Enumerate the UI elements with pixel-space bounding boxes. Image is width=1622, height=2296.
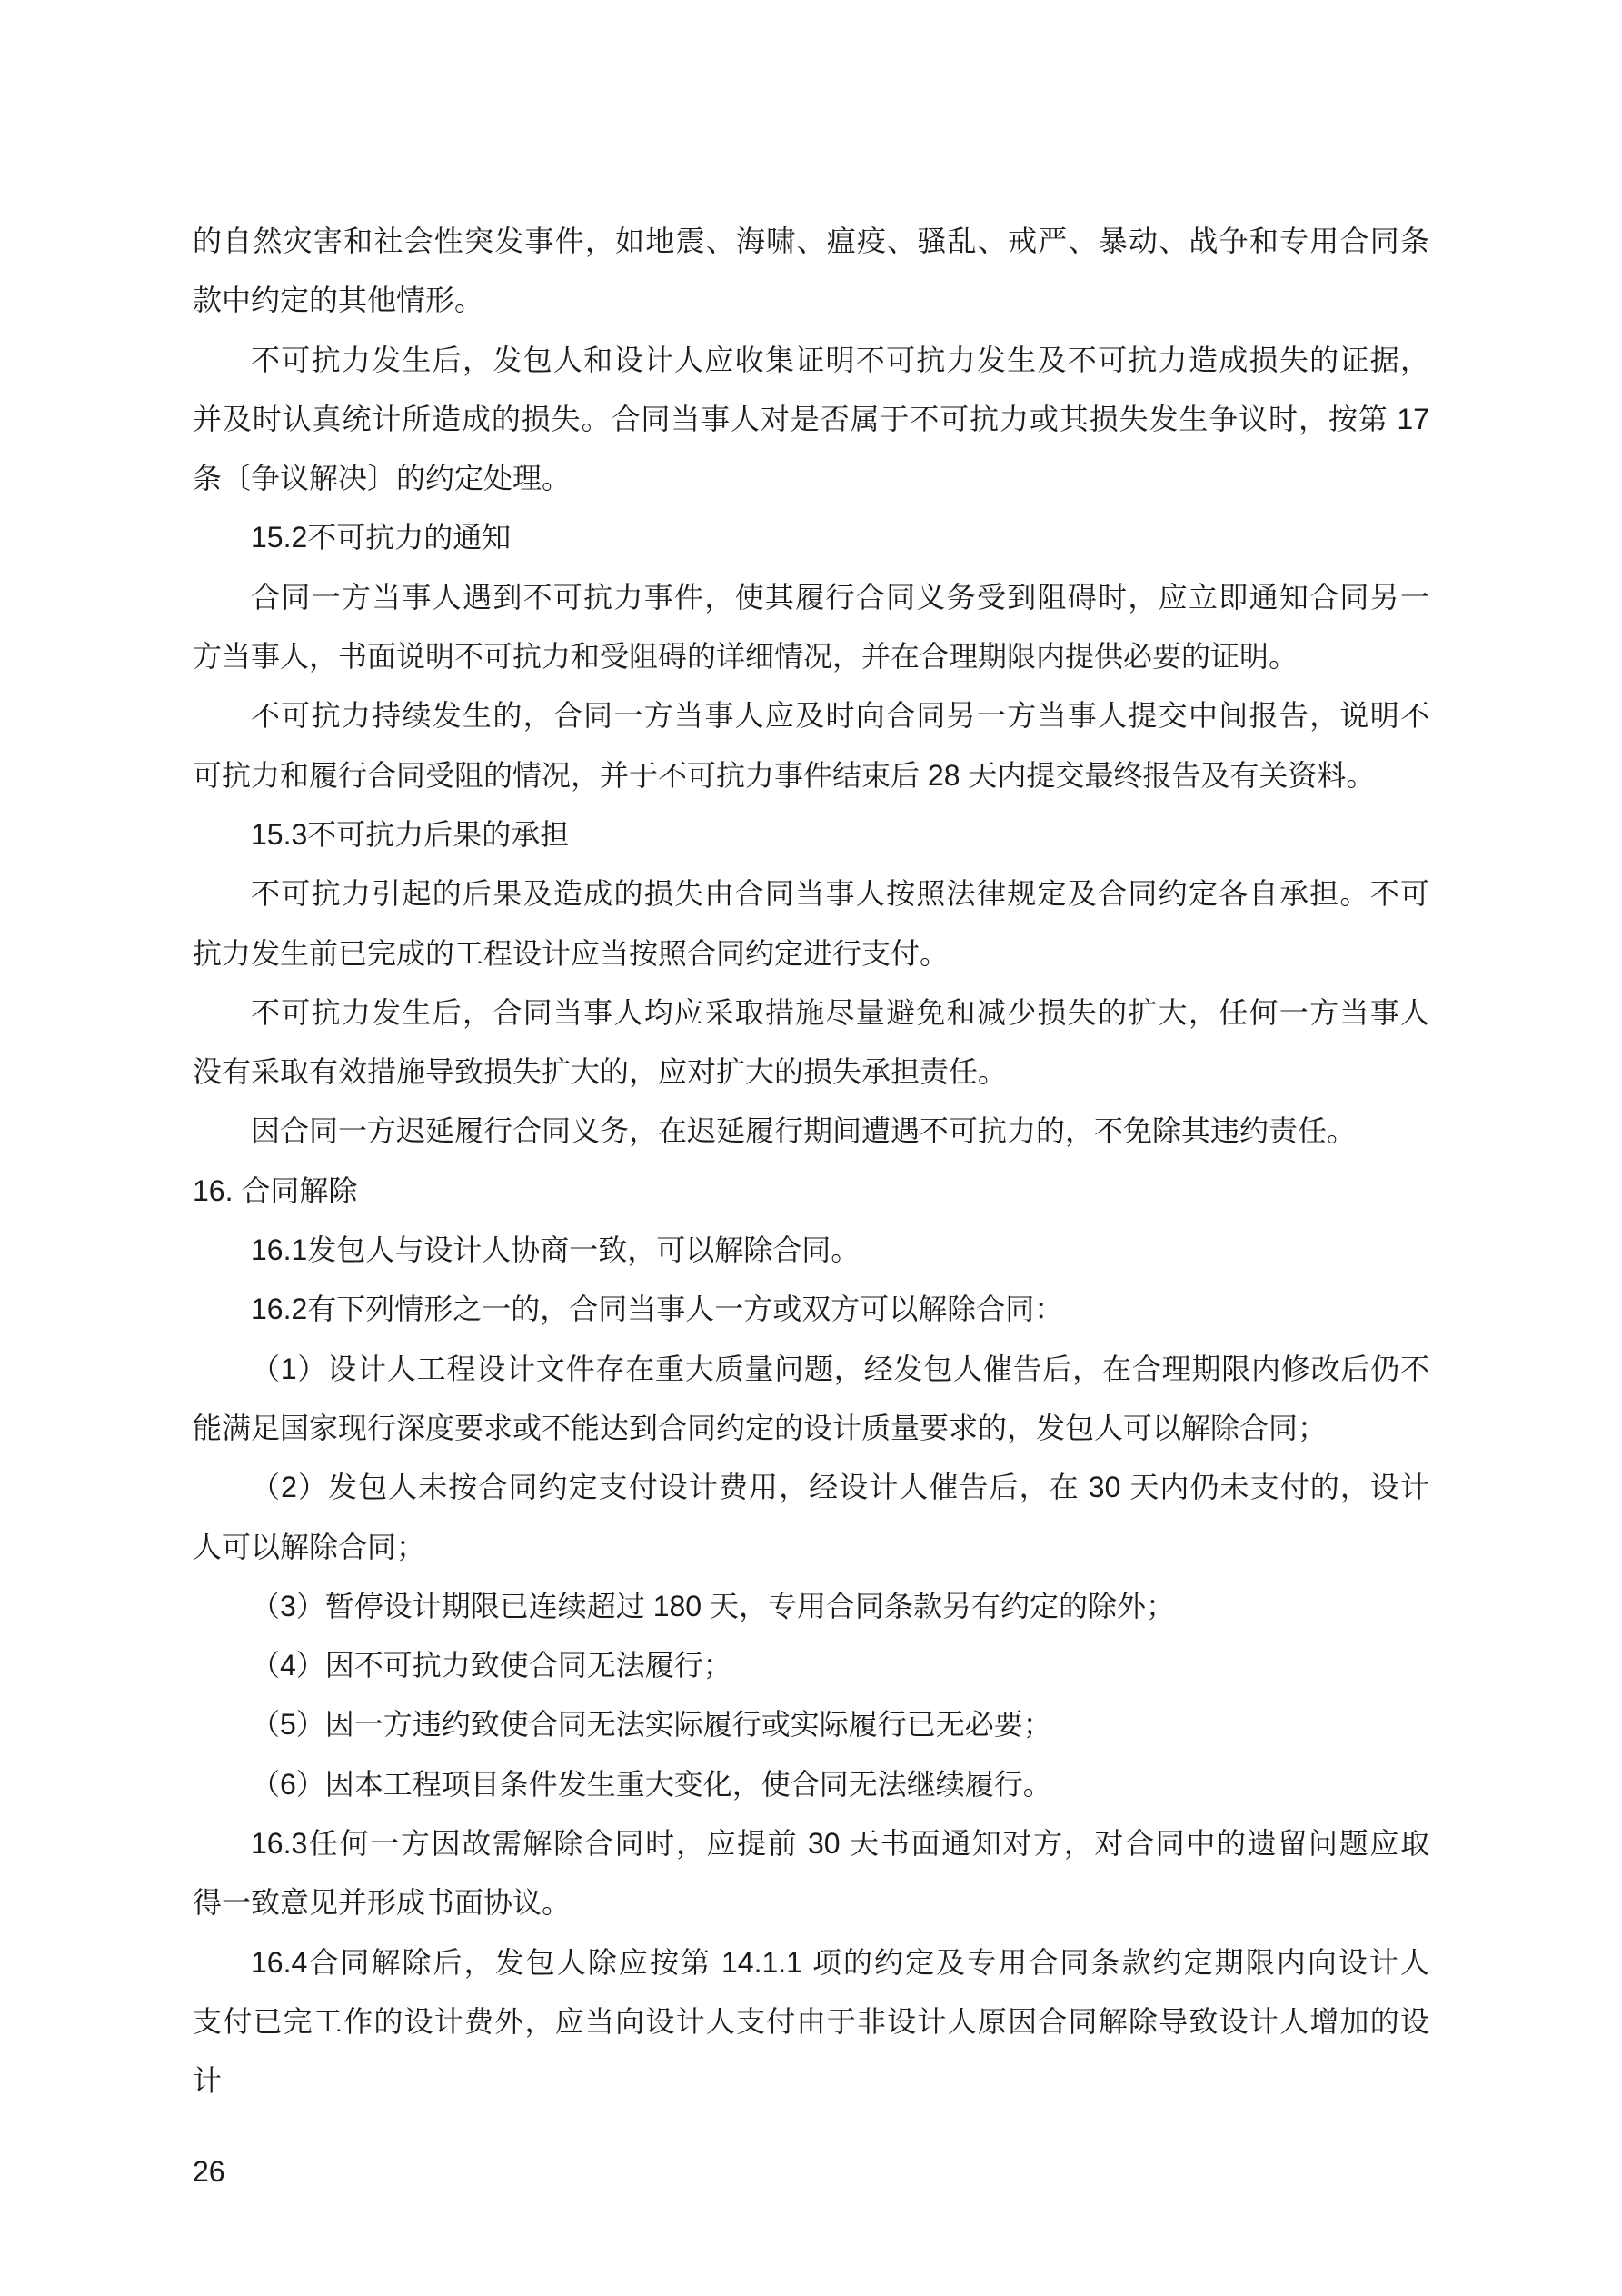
text-line: （3）暂停设计期限已连续超过 180 天，专用合同条款另有约定的除外；: [251, 1589, 1175, 1622]
page-number: 26: [193, 2155, 225, 2188]
text-line: 抗力发生前已完成的工程设计应当按照合同约定进行支付。: [193, 936, 950, 970]
text-line: 的自然灾害和社会性突发事件，如地震、海啸、瘟疫、骚乱、戒严、暴动、战争和专用合同条: [193, 225, 1429, 257]
text-line: 人可以解除合同；: [193, 1530, 426, 1563]
text-line: 不可抗力引起的后果及造成的损失由合同当事人按照法律规定及合同约定各自承担。不可: [251, 877, 1429, 911]
text-line: 能满足国家现行深度要求或不能达到合同约定的设计质量要求的，发包人可以解除合同；: [193, 1411, 1328, 1444]
text-line: 没有采取有效措施导致损失扩大的，应对扩大的损失承担责任。: [193, 1055, 1008, 1089]
text-line: 16.4合同解除后，发包人除应按第 14.1.1 项的约定及专用合同条款约定期限内向设计人: [251, 1945, 1429, 1979]
text-line: 不可抗力发生后，发包人和设计人应收集证明不可抗力发生及不可抗力造成损失的证据，: [251, 343, 1429, 376]
text-line: 方当事人，书面说明不可抗力和受阻碍的详细情况，并在合理期限内提供必要的证明。: [193, 640, 1299, 674]
text-line: 16.1发包人与设计人协商一致，可以解除合同。: [251, 1233, 861, 1267]
text-line: （2）发包人未按合同约定支付设计费用，经设计人催告后，在 30 天内仍未支付的，设计: [251, 1471, 1429, 1504]
text-line: 款中约定的其他情形。: [193, 284, 484, 317]
text-line: 15.2不可抗力的通知: [251, 521, 512, 554]
text-line: （4）因不可抗力致使合同无法履行；: [251, 1649, 732, 1682]
text-line: （5）因一方违约致使合同无法实际履行或实际履行已无必要；: [251, 1708, 1052, 1742]
text-line: 条〔争议解决〕的约定处理。: [193, 462, 572, 495]
text-line: 不可抗力持续发生的，合同一方当事人应及时向合同另一方当事人提交中间报告，说明不: [251, 699, 1429, 733]
text-line: 计: [193, 2064, 223, 2098]
text-line: （6）因本工程项目条件发生重大变化，使合同无法继续履行。: [251, 1767, 1052, 1801]
text-line: 15.3不可抗力后果的承担: [251, 817, 570, 851]
text-line: 16.3任何一方因故需解除合同时，应提前 30 天书面通知对方，对合同中的遗留问题应取: [251, 1827, 1429, 1861]
text-line: 可抗力和履行合同受阻的情况，并于不可抗力事件结束后 28 天内提交最终报告及有关资料。: [193, 758, 1376, 792]
text-line: （1）设计人工程设计文件存在重大质量问题，经发包人催告后，在合理期限内修改后仍不: [251, 1352, 1429, 1385]
document-body: [193, 212, 1429, 2111]
text-line: 16. 合同解除: [193, 1173, 358, 1207]
text-line: 支付已完工作的设计费外，应当向设计人支付由于非设计人原因合同解除导致设计人增加的设: [193, 2004, 1429, 2038]
text-line: 合同一方当事人遇到不可抗力事件，使其履行合同义务受到阻碍时，应立即通知合同另一: [251, 580, 1429, 614]
text-line: 得一致意见并形成书面协议。: [193, 1886, 572, 1920]
text-line: 并及时认真统计所造成的损失。合同当事人对是否属于不可抗力或其损失发生争议时，按第 17: [193, 402, 1429, 435]
text-line: 16.2有下列情形之一的，合同当事人一方或双方可以解除合同：: [251, 1293, 1064, 1326]
text-line: 因合同一方迟延履行合同义务，在迟延履行期间遭遇不可抗力的，不免除其违约责任。: [251, 1114, 1357, 1148]
text-line: 不可抗力发生后，合同当事人均应采取措施尽量避免和减少损失的扩大，任何一方当事人: [251, 995, 1429, 1029]
